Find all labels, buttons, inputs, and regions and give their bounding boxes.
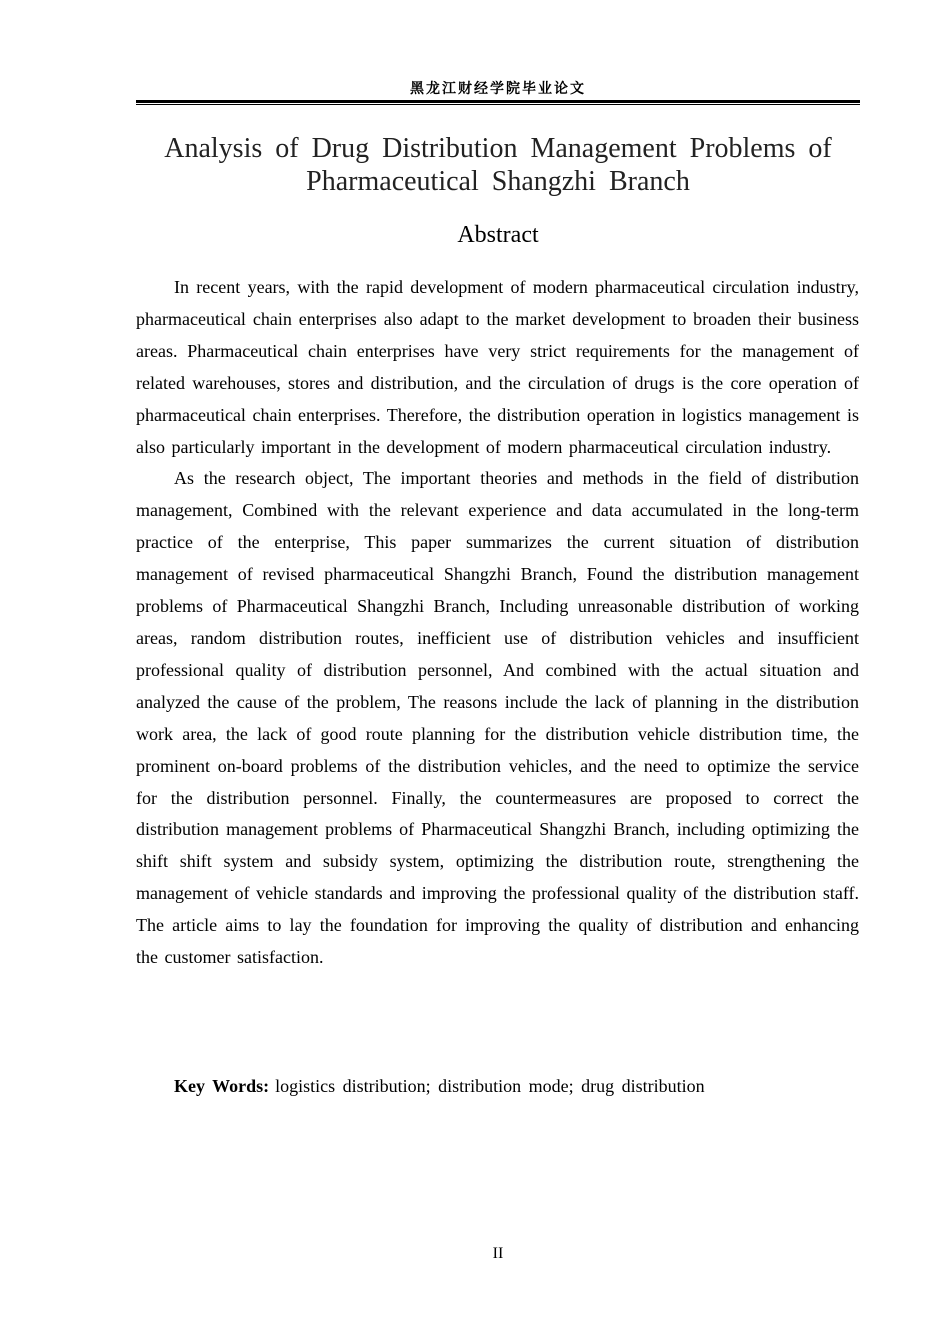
keywords-text: logistics distribution; distribution mode; drug distribution xyxy=(275,1076,705,1096)
keywords-label: Key Words: xyxy=(174,1076,270,1096)
paper-title: Analysis of Drug Distribution Management Problems of Pharmaceutical Shangzhi Branch xyxy=(164,133,832,197)
abstract-body xyxy=(136,272,859,974)
page-number: II xyxy=(492,1245,504,1262)
header-rule-thick xyxy=(136,100,860,103)
abstract-paragraph-1: In recent years, with the rapid development of modern pharmaceutical circulation industry, pharmaceutical chain enterprises also adapt to the market development to broaden their business areas. Pharmaceutical chain enterprises have very strict requirements for the management of related warehouses, stores and distribution, and the circulation of drugs is the core operation of pharmaceutical chain enterprises. Therefore, the distribution operation in logistics management is also particularly important in the development of modern pharmaceutical circulation industry. xyxy=(136,277,859,457)
running-header: 黑龙江财经学院毕业论文 xyxy=(410,81,586,97)
abstract-heading: Abstract xyxy=(457,222,539,248)
keywords-line xyxy=(174,1070,705,1102)
abstract-paragraph-2: As the research object, The important theories and methods in the field of distribution management, Combined with the relevant experience and data accumulated in the long-term practice of the enterprise, This paper summarizes the current situation of distribution management of revised pharmaceutical Shangzhi Branch, Found the distribution management problems of Pharmaceutical Shangzhi Branch, Including unreasonable distribution of working areas, random distribution routes, inefficient use of distribution vehicles and insufficient professional quality of distribution personnel, And combined with the actual situation and analyzed the cause of the problem, The reasons include the lack of planning in the distribution work area, the lack of good route planning for the distribution vehicle distribution time, the prominent on-board problems of the distribution vehicles, and the need to optimize the service for the distribution personnel. Finally, the countermeasures are proposed to correct the distribution management problems of Pharmaceutical Shangzhi Branch, including optimizing the shift shift system and subsidy system, optimizing the distribution route, strengthening the management of vehicle standards and improving the professional quality of the distribution staff. The article aims to lay the foundation for improving the quality of distribution and enhancing the customer satisfaction. xyxy=(136,468,859,968)
header-rule-thin xyxy=(136,104,860,105)
